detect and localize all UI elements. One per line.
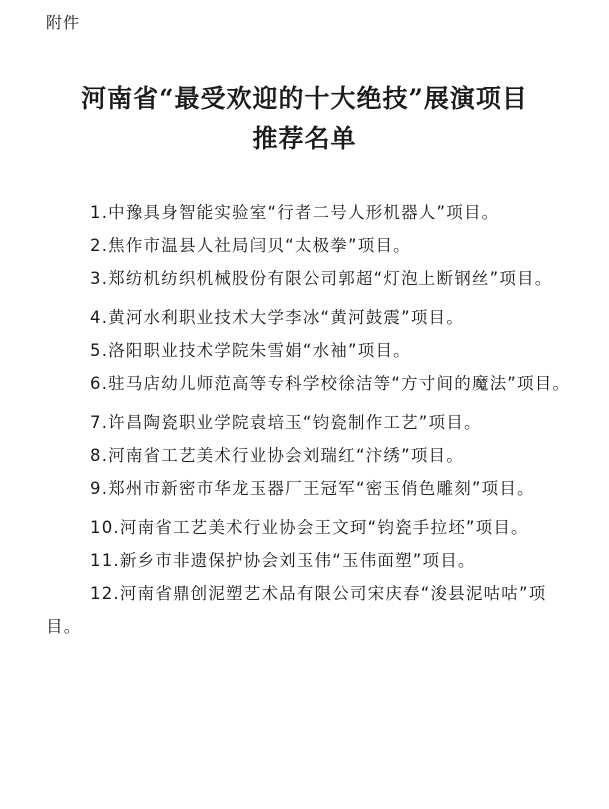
list-item: 9.郑州市新密市华龙玉器厂王冠军“密玉俏色雕刻”项目。 (90, 479, 535, 498)
document-title-line-1: 河南省“最受欢迎的十大绝技”展演项目 (81, 84, 528, 113)
list-item: 1.中豫具身智能实验室“行者二号人形机器人”项目。 (90, 203, 500, 222)
list-item: 4.黄河水利职业技术大学李冰“黄河鼓震”项目。 (90, 308, 464, 327)
recommendation-list (46, 196, 574, 643)
list-item: 3.郑纺机纺织机械股份有限公司郭超“灯泡上断钢丝”项目。 (90, 269, 553, 288)
list-item: 6.驻马店幼儿师范高等专科学校徐洁等“方寸间的魔法”项目。 (90, 374, 571, 393)
list-item: 5.洛阳职业技术学院朱雪娟“水袖”项目。 (90, 341, 411, 360)
list-item: 12.河南省鼎创泥塑艺术品有限公司宋庆春“浚县泥咕咕”项目。 (46, 584, 547, 636)
list-item: 7.许昌陶瓷职业学院袁培玉“钧瓷制作工艺”项目。 (90, 413, 482, 432)
list-item: 11.新乡市非遗保护协会刘玉伟“玉伟面塑”项目。 (90, 551, 476, 570)
list-item: 10.河南省工艺美术行业协会王文珂“钧瓷手拉坯”项目。 (90, 518, 529, 537)
list-item: 2.焦作市温县人社局闫贝“太极拳”项目。 (90, 236, 411, 255)
list-item: 8.河南省工艺美术行业协会刘瑞红“汴绣”项目。 (90, 446, 464, 465)
attachment-label: 附件 (46, 13, 81, 32)
document-title-line-2: 推荐名单 (252, 124, 357, 153)
